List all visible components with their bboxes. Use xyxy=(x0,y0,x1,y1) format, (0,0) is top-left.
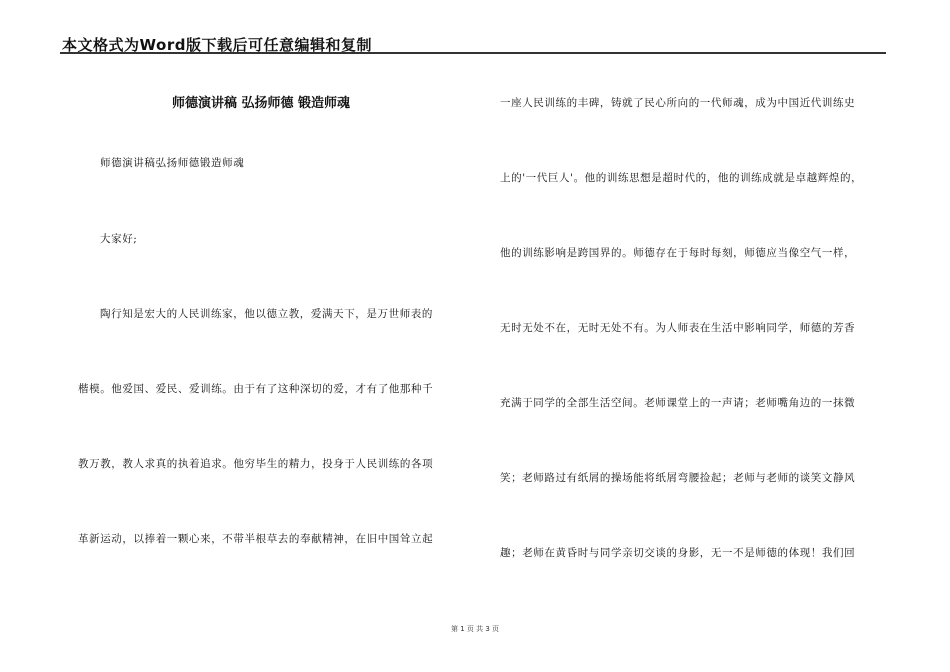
banner-divider xyxy=(60,52,886,54)
body-line: 充满于同学的全部生活空间。老师课堂上的一声请；老师嘴角边的一抹微 xyxy=(500,397,856,409)
body-line: 趣；老师在黄昏时与同学亲切交谈的身影，无一不是师德的体现！我们回 xyxy=(500,547,856,559)
body-line: 一座人民训练的丰碑，铸就了民心所向的一代师魂，成为中国近代训练史 xyxy=(500,97,856,109)
page-number: 第 1 页 共 3 页 xyxy=(450,625,500,633)
download-banner-text: 本文格式为Word版下载后可任意编辑和复制 xyxy=(62,36,372,54)
body-line: 上的'一代巨人'。他的训练思想是超时代的，他的训练成就是卓越辉煌的， xyxy=(500,172,863,184)
document-title: 师德演讲稿 弘扬师德 锻造师魂 xyxy=(171,96,351,111)
body-line: 大家好; xyxy=(100,233,138,245)
body-line: 笑；老师路过有纸屑的操场能将纸屑弯腰捡起；老师与老师的谈笑文静风 xyxy=(500,472,856,484)
body-line: 他的训练影响是跨国界的。师德存在于每时每刻，师德应当像空气一样， xyxy=(500,247,856,259)
body-line: 楷模。他爱国、爱民、爱训练。由于有了这种深切的爱，才有了他那种千 xyxy=(78,383,434,395)
body-line: 教万教，教人求真的执着追求。他穷毕生的精力，投身于人民训练的各项 xyxy=(78,458,434,470)
body-line: 革新运动，以捧着一颗心来，不带半根草去的奉献精神，在旧中国耸立起 xyxy=(78,533,434,545)
body-line: 师德演讲稿弘扬师德锻造师魂 xyxy=(100,157,245,169)
body-line: 陶行知是宏大的人民训练家，他以德立教，爱满天下，是万世师表的 xyxy=(100,308,433,320)
body-line: 无时无处不在，无时无处不有。为人师表在生活中影响同学，师德的芳香 xyxy=(500,322,856,334)
